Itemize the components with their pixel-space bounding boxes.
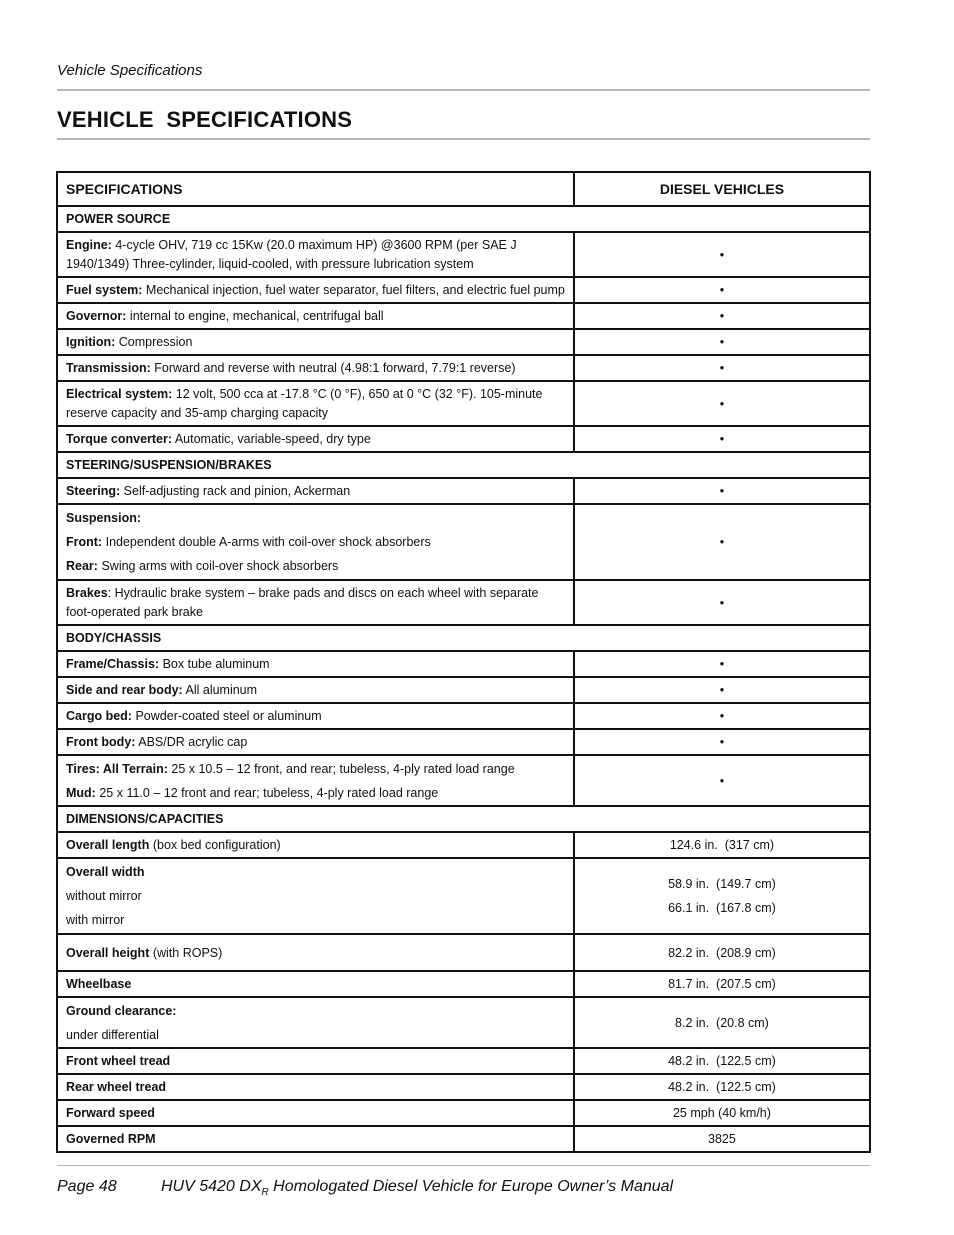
spec-text: Automatic, variable-speed, dry type [174,432,371,446]
spec-value: 8.2 in. (20.8 cm) [574,997,870,1048]
spec-label: Governor: [66,309,127,323]
spec-text: All aluminum [185,683,258,697]
table-row-ground-clearance [57,997,870,1048]
spec-value: 81.7 in. (207.5 cm) [574,971,870,997]
spec-text: with mirror [66,913,125,927]
table-row-electrical-system [57,381,870,426]
spec-label: Engine: [66,237,112,252]
spec-value: 58.9 in. (149.7 cm) [668,877,776,891]
spec-text: Compression [118,335,193,349]
spec-value: 82.2 in. (208.9 cm) [574,934,870,971]
spec-label: Wheelbase [66,977,132,991]
spec-value: 25 mph (40 km/h) [574,1100,870,1126]
bullet: • [574,381,870,426]
spec-text: 12 volt, 500 cca at -17.8 °C (0 °F), 650 at 0 °C (32 °F). 105-minute reserve capacity and 35-amp charging capacity [66,386,543,420]
table-header-row [57,172,870,206]
page-number: Page 48 [57,1178,117,1195]
spec-value: 66.1 in. (167.8 cm) [668,901,776,915]
table-row-torque-converter [57,426,870,452]
spec-text: Forward and reverse with neutral (4.98:1 forward, 7.79:1 reverse) [154,361,516,375]
spec-label: Ignition: [66,335,116,349]
title-divider [57,138,870,140]
spec-label: Suspension: [66,511,142,525]
column-header-diesel-vehicles: DIESEL VEHICLES [574,172,870,206]
spec-text: Mechanical injection, fuel water separator, fuel filters, and electric fuel pump [145,283,565,297]
spec-label: Tires: All Terrain: [66,761,168,776]
section-row-dimensions [57,806,870,832]
bullet: • [574,729,870,755]
manual-title: Homologated Diesel Vehicle for Europe Owner’s Manual [268,1178,674,1195]
spec-text: 25 x 11.0 – 12 front and rear; tubeless, 4-ply rated load range [99,785,439,800]
spec-label: Fuel system: [66,283,143,297]
spec-label: Overall width [66,865,145,879]
table-row-overall-length [57,832,870,858]
bullet: • [574,580,870,625]
spec-label: Forward speed [66,1106,155,1120]
bullet: • [574,232,870,277]
spec-text: under differential [66,1027,159,1042]
spec-text: Self-adjusting rack and pinion, Ackerman [123,484,351,498]
spec-label: Front wheel tread [66,1054,171,1068]
spec-value: 124.6 in. (317 cm) [574,832,870,858]
bullet: • [574,355,870,381]
section-row-power-source [57,206,870,232]
bullet: • [574,651,870,677]
running-header: Vehicle Specifications [57,62,203,79]
bullet: • [574,478,870,504]
spec-text: : Hydraulic brake system – brake pads and discs on each wheel with separate foot-operated park brake [66,585,539,619]
spec-label: Front: [66,535,103,549]
manual-model-subscript: R [261,1187,269,1199]
spec-text: without mirror [66,889,142,903]
table-row-frame-chassis [57,651,870,677]
spec-text: (with ROPS) [152,945,223,960]
spec-label: Transmission: [66,361,151,375]
table-row-wheelbase [57,971,870,997]
table-row-fuel-system [57,277,870,303]
section-heading: STEERING/SUSPENSION/BRAKES [57,452,870,478]
footer-divider [57,1165,870,1166]
table-row-side-rear-body [57,677,870,703]
spec-label: Cargo bed: [66,709,132,723]
spec-label: Frame/Chassis: [66,657,160,671]
bullet: • [574,755,870,806]
spec-label: Brakes [66,585,108,600]
spec-value: 48.2 in. (122.5 cm) [574,1074,870,1100]
page-footer [57,1178,673,1198]
table-row-cargo-bed [57,703,870,729]
spec-text: 25 x 10.5 – 12 front, and rear; tubeless, 4-ply rated load range [171,761,515,776]
table-row-overall-height [57,934,870,971]
table-row-suspension [57,504,870,580]
table-row-tires [57,755,870,806]
spec-label: Governed RPM [66,1132,156,1146]
spec-text: Box tube aluminum [162,657,270,671]
spec-text: internal to engine, mechanical, centrifugal ball [129,309,384,323]
spec-label: Rear wheel tread [66,1080,167,1094]
table-row-brakes [57,580,870,625]
spec-label: Overall length [66,838,150,852]
table-row-front-wheel-tread [57,1048,870,1074]
spec-value: 48.2 in. (122.5 cm) [574,1048,870,1074]
spec-text: Independent double A-arms with coil-over shock absorbers [105,535,431,549]
specifications-table [56,171,871,1153]
spec-text: Swing arms with coil-over shock absorbers [101,559,339,573]
bullet: • [574,504,870,580]
spec-value: 3825 [574,1126,870,1152]
table-row-overall-width [57,858,870,934]
spec-label: Mud: [66,785,96,800]
spec-label: Side and rear body: [66,683,183,697]
bullet: • [574,677,870,703]
table-row-forward-speed [57,1100,870,1126]
header-divider [57,89,870,91]
section-heading: BODY/CHASSIS [57,625,870,651]
table-row-steering [57,478,870,504]
spec-label: Torque converter: [66,432,173,446]
section-heading: DIMENSIONS/CAPACITIES [57,806,870,832]
bullet: • [574,329,870,355]
table-row-engine [57,232,870,277]
table-row-transmission [57,355,870,381]
spec-text: ABS/DR acrylic cap [138,735,248,749]
spec-label: Rear: [66,559,98,573]
bullet: • [574,426,870,452]
spec-text: 4-cycle OHV, 719 cc 15Kw (20.0 maximum HP) @3600 RPM (per SAE J 1940/1349) Three-cylinder, liquid-cooled, with pressure lubrication system [66,237,517,271]
section-heading: POWER SOURCE [57,206,870,232]
section-row-steering [57,452,870,478]
spec-text: Powder-coated steel or aluminum [135,709,322,723]
column-header-specifications: SPECIFICATIONS [57,172,574,206]
table-row-governor [57,303,870,329]
table-row-front-body [57,729,870,755]
bullet: • [574,277,870,303]
spec-label: Electrical system: [66,386,173,401]
spec-label: Steering: [66,484,121,498]
table-row-governed-rpm [57,1126,870,1152]
spec-text: (box bed configuration) [152,838,281,852]
bullet: • [574,303,870,329]
manual-model: HUV 5420 DX [161,1178,262,1195]
bullet: • [574,703,870,729]
section-row-body-chassis [57,625,870,651]
page-title: VEHICLE SPECIFICATIONS [57,107,353,132]
table-row-rear-wheel-tread [57,1074,870,1100]
spec-label: Overall height [66,945,150,960]
spec-label: Ground clearance: [66,1003,177,1018]
spec-label: Front body: [66,735,136,749]
table-row-ignition [57,329,870,355]
